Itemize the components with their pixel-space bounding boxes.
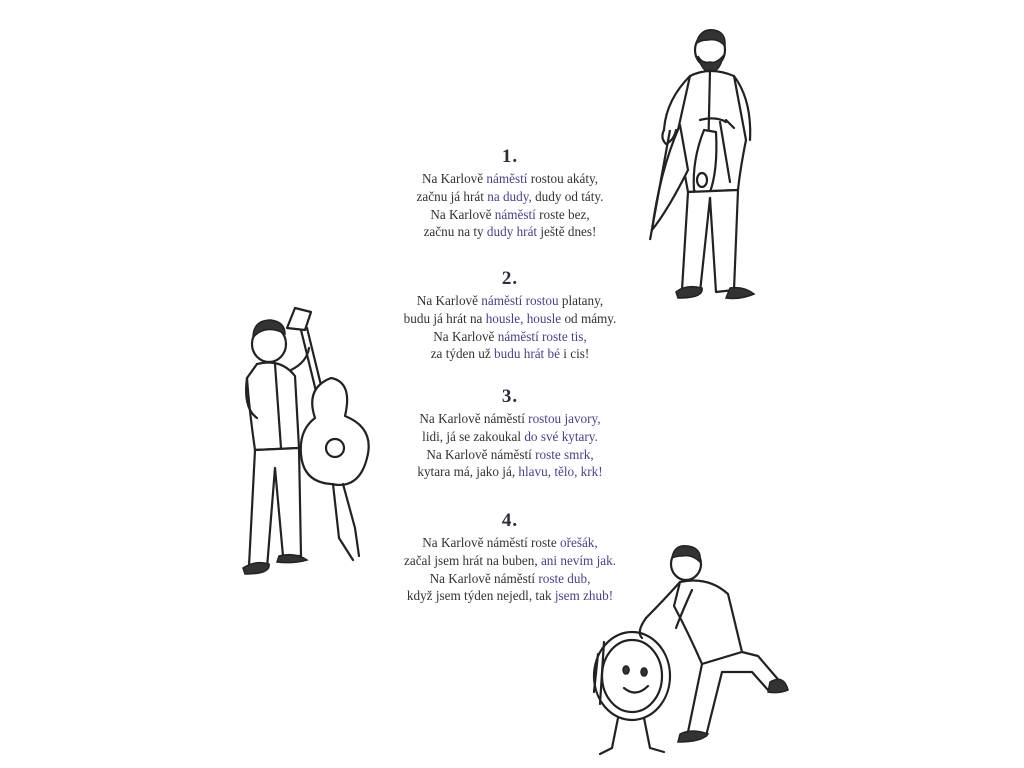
verse-text: ještě dnes! xyxy=(537,224,597,240)
highlighted-text: dudy hrát xyxy=(486,224,538,240)
verse-text: Na Karlově náměstí xyxy=(419,411,529,426)
highlighted-text: náměstí xyxy=(486,171,528,186)
verse-line xyxy=(350,446,670,464)
highlighted-text: na dudy, xyxy=(487,188,532,204)
verse-text: začal jsem hrát na buben, xyxy=(403,552,541,568)
verse-text: lidi, já se zakoukal xyxy=(422,428,525,444)
verse-text: Na Karlově xyxy=(421,171,487,186)
highlighted-text: ani nevím jak. xyxy=(540,552,617,568)
highlighted-text: náměstí roste tis, xyxy=(497,328,587,344)
verse-text: když jsem týden nejedl, tak xyxy=(406,588,555,604)
verse-number: 2. xyxy=(501,268,519,289)
highlighted-text: náměstí xyxy=(494,206,536,222)
verse-text: roste bez, xyxy=(535,206,590,222)
verse-text: i cis! xyxy=(559,346,590,362)
verse-text: budu já hrát na xyxy=(403,310,486,326)
highlighted-text: ořešák, xyxy=(559,535,598,550)
verse-text: rostou akáty, xyxy=(527,171,599,186)
guitar-player-drawing xyxy=(235,298,380,583)
highlighted-text: budu hrát bé xyxy=(494,346,560,362)
verse-line xyxy=(350,170,670,188)
verse-line xyxy=(350,463,670,481)
bagpipe-player-illustration xyxy=(630,20,770,305)
verse-text: Na Karlově náměstí xyxy=(429,570,539,586)
verse-line xyxy=(350,345,670,363)
bagpipe-player-drawing xyxy=(630,20,770,305)
verse-line xyxy=(350,328,670,346)
highlighted-text: roste dub, xyxy=(538,570,591,586)
verse-number: 1. xyxy=(501,146,519,167)
verse-text: Na Karlově náměstí xyxy=(426,446,536,462)
verse-3 xyxy=(350,386,670,481)
highlighted-text: jsem zhub! xyxy=(554,588,614,604)
verse-line xyxy=(350,188,670,206)
highlighted-text: rostou javory, xyxy=(528,411,601,426)
drum-player-drawing xyxy=(592,542,792,762)
verse-text: kytara má, jako já, xyxy=(417,464,519,480)
verse-text: Na Karlově xyxy=(430,206,495,222)
verse-number: 3. xyxy=(501,386,519,407)
highlighted-text: hlavu, tělo, krk! xyxy=(518,464,603,480)
guitar-player-illustration xyxy=(235,298,380,583)
verse-2 xyxy=(350,268,670,363)
verse-text: Na Karlově xyxy=(416,293,482,308)
verse-line xyxy=(350,310,670,328)
verse-text: začnu na ty xyxy=(423,224,487,240)
verse-number: 4. xyxy=(501,510,519,531)
verse-line xyxy=(350,410,670,428)
drum-player-illustration xyxy=(592,542,792,762)
verse-line xyxy=(350,292,670,310)
verse-text: dudy od táty. xyxy=(531,188,604,204)
highlighted-text: náměstí rostou xyxy=(481,293,559,308)
verse-text: Na Karlově náměstí roste xyxy=(422,535,560,550)
highlighted-text: housle, housle xyxy=(485,310,562,326)
highlighted-text: roste smrk, xyxy=(535,446,594,462)
verse-line xyxy=(350,206,670,224)
verse-text: Na Karlově xyxy=(433,328,498,344)
verse-text: za týden už xyxy=(430,346,495,362)
verse-text: platany, xyxy=(558,293,604,308)
highlighted-text: do své kytary. xyxy=(524,428,598,444)
verse-1 xyxy=(350,146,670,241)
verse-text: začnu já hrát xyxy=(416,188,488,204)
verse-text: od mámy. xyxy=(561,310,617,326)
verse-line xyxy=(350,428,670,446)
verse-line xyxy=(350,223,670,241)
